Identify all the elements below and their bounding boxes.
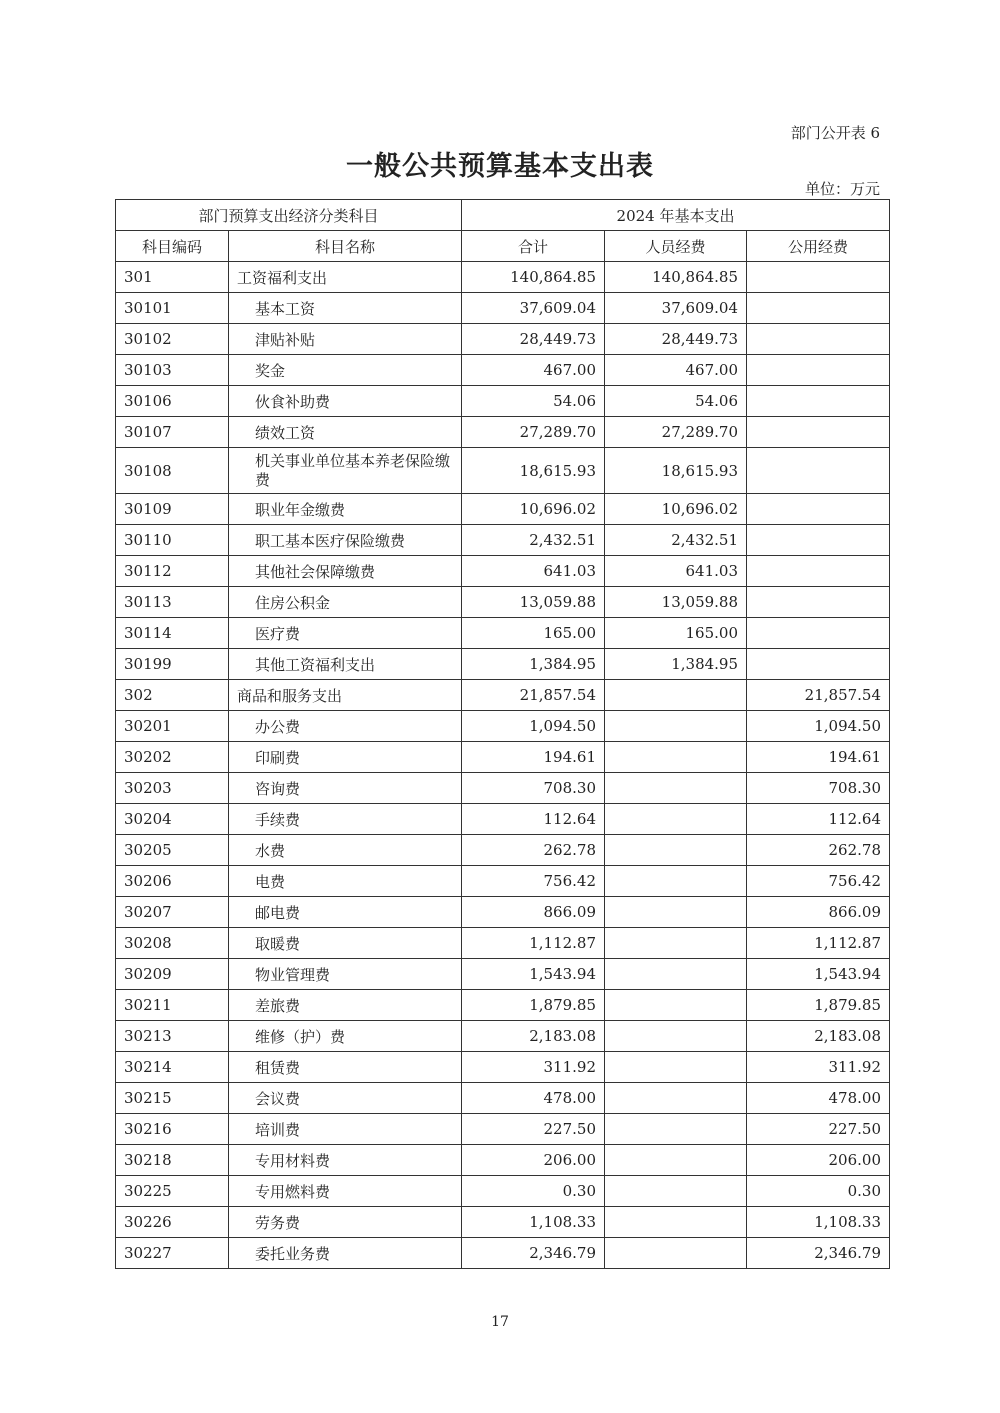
- cell-name: 专用燃料费: [229, 1176, 462, 1207]
- cell-personnel: [605, 680, 747, 711]
- cell-code: 30204: [116, 804, 229, 835]
- cell-personnel: [605, 804, 747, 835]
- cell-public: [747, 324, 890, 355]
- cell-total: 10,696.02: [462, 494, 605, 525]
- cell-name: 差旅费: [229, 990, 462, 1021]
- table-row: [116, 494, 890, 525]
- table-row: [116, 525, 890, 556]
- cell-personnel: [605, 1114, 747, 1145]
- cell-public: [747, 494, 890, 525]
- cell-code: 30213: [116, 1021, 229, 1052]
- table-body: [116, 200, 890, 1269]
- cell-personnel: [605, 928, 747, 959]
- table-row: [116, 897, 890, 928]
- page-number: 17: [491, 1314, 509, 1330]
- unit-label: 单位：万元: [804, 180, 880, 198]
- header-group-right: 2024 年基本支出: [462, 200, 890, 231]
- cell-personnel: [605, 866, 747, 897]
- cell-personnel: 641.03: [605, 556, 747, 587]
- cell-name: 绩效工资: [229, 417, 462, 448]
- cell-code: 30110: [116, 525, 229, 556]
- header-row-columns: [116, 231, 890, 262]
- cell-total: 1,108.33: [462, 1207, 605, 1238]
- table-row: [116, 417, 890, 448]
- cell-name: 物业管理费: [229, 959, 462, 990]
- table-row: [116, 324, 890, 355]
- cell-total: 165.00: [462, 618, 605, 649]
- cell-personnel: 1,384.95: [605, 649, 747, 680]
- table-row: [116, 1145, 890, 1176]
- cell-personnel: 467.00: [605, 355, 747, 386]
- cell-public: [747, 417, 890, 448]
- header-row-group: [116, 200, 890, 231]
- cell-public: 1,094.50: [747, 711, 890, 742]
- cell-name: 商品和服务支出: [229, 680, 462, 711]
- cell-total: 140,864.85: [462, 262, 605, 293]
- cell-name: 手续费: [229, 804, 462, 835]
- cell-total: 262.78: [462, 835, 605, 866]
- cell-name: 医疗费: [229, 618, 462, 649]
- header-group-left: 部门预算支出经济分类科目: [116, 200, 462, 231]
- cell-total: 708.30: [462, 773, 605, 804]
- cell-code: 30215: [116, 1083, 229, 1114]
- cell-code: 30209: [116, 959, 229, 990]
- cell-name: 取暖费: [229, 928, 462, 959]
- cell-public: 2,346.79: [747, 1238, 890, 1269]
- cell-public: 21,857.54: [747, 680, 890, 711]
- cell-personnel: [605, 959, 747, 990]
- cell-personnel: [605, 773, 747, 804]
- cell-personnel: [605, 711, 747, 742]
- cell-name: 培训费: [229, 1114, 462, 1145]
- table-row: [116, 835, 890, 866]
- table-row: [116, 1207, 890, 1238]
- cell-public: [747, 525, 890, 556]
- cell-total: 0.30: [462, 1176, 605, 1207]
- cell-public: [747, 355, 890, 386]
- cell-code: 30211: [116, 990, 229, 1021]
- cell-personnel: [605, 897, 747, 928]
- cell-public: [747, 293, 890, 324]
- cell-public: 112.64: [747, 804, 890, 835]
- table-row: [116, 680, 890, 711]
- table-row: [116, 990, 890, 1021]
- cell-public: 866.09: [747, 897, 890, 928]
- cell-code: 30216: [116, 1114, 229, 1145]
- cell-personnel: 37,609.04: [605, 293, 747, 324]
- cell-personnel: 165.00: [605, 618, 747, 649]
- cell-public: 1,543.94: [747, 959, 890, 990]
- cell-name: 基本工资: [229, 293, 462, 324]
- table-row: [116, 1176, 890, 1207]
- table-row: [116, 742, 890, 773]
- header-public: 公用经费: [747, 231, 890, 262]
- cell-name: 奖金: [229, 355, 462, 386]
- cell-total: 756.42: [462, 866, 605, 897]
- cell-public: [747, 448, 890, 494]
- cell-total: 866.09: [462, 897, 605, 928]
- cell-code: 30101: [116, 293, 229, 324]
- cell-total: 1,112.87: [462, 928, 605, 959]
- table-row: [116, 618, 890, 649]
- header-personnel: 人员经费: [605, 231, 747, 262]
- cell-total: 2,346.79: [462, 1238, 605, 1269]
- cell-personnel: 13,059.88: [605, 587, 747, 618]
- budget-table: [115, 199, 890, 1269]
- table-row: [116, 804, 890, 835]
- cell-total: 227.50: [462, 1114, 605, 1145]
- cell-name: 津贴补贴: [229, 324, 462, 355]
- cell-code: 30102: [116, 324, 229, 355]
- cell-code: 30208: [116, 928, 229, 959]
- cell-personnel: [605, 835, 747, 866]
- cell-total: 311.92: [462, 1052, 605, 1083]
- cell-personnel: [605, 742, 747, 773]
- cell-total: 54.06: [462, 386, 605, 417]
- header-name: 科目名称: [229, 231, 462, 262]
- cell-personnel: 2,432.51: [605, 525, 747, 556]
- cell-total: 37,609.04: [462, 293, 605, 324]
- cell-name: 邮电费: [229, 897, 462, 928]
- table-row: [116, 355, 890, 386]
- cell-public: 1,112.87: [747, 928, 890, 959]
- cell-personnel: [605, 1083, 747, 1114]
- cell-personnel: [605, 1207, 747, 1238]
- header-code: 科目编码: [116, 231, 229, 262]
- table-row: [116, 293, 890, 324]
- cell-name: 会议费: [229, 1083, 462, 1114]
- cell-name: 其他社会保障缴费: [229, 556, 462, 587]
- cell-code: 30227: [116, 1238, 229, 1269]
- cell-total: 28,449.73: [462, 324, 605, 355]
- cell-total: 2,183.08: [462, 1021, 605, 1052]
- cell-total: 1,384.95: [462, 649, 605, 680]
- cell-personnel: [605, 1238, 747, 1269]
- cell-personnel: 27,289.70: [605, 417, 747, 448]
- cell-name: 伙食补助费: [229, 386, 462, 417]
- cell-public: [747, 587, 890, 618]
- table-row: [116, 649, 890, 680]
- cell-code: 30114: [116, 618, 229, 649]
- cell-total: 478.00: [462, 1083, 605, 1114]
- cell-total: 1,543.94: [462, 959, 605, 990]
- cell-personnel: 54.06: [605, 386, 747, 417]
- cell-public: 1,108.33: [747, 1207, 890, 1238]
- cell-personnel: [605, 1145, 747, 1176]
- cell-public: 1,879.85: [747, 990, 890, 1021]
- table-row: [116, 556, 890, 587]
- cell-code: 30207: [116, 897, 229, 928]
- cell-public: 2,183.08: [747, 1021, 890, 1052]
- cell-code: 30225: [116, 1176, 229, 1207]
- cell-public: 262.78: [747, 835, 890, 866]
- cell-name: 其他工资福利支出: [229, 649, 462, 680]
- cell-personnel: [605, 990, 747, 1021]
- table-row: [116, 448, 890, 494]
- cell-public: 206.00: [747, 1145, 890, 1176]
- cell-public: 194.61: [747, 742, 890, 773]
- cell-code: 30112: [116, 556, 229, 587]
- table-row: [116, 1052, 890, 1083]
- cell-name: 租赁费: [229, 1052, 462, 1083]
- cell-total: 21,857.54: [462, 680, 605, 711]
- cell-name: 住房公积金: [229, 587, 462, 618]
- cell-code: 301: [116, 262, 229, 293]
- cell-total: 1,879.85: [462, 990, 605, 1021]
- cell-personnel: 18,615.93: [605, 448, 747, 494]
- cell-code: 30201: [116, 711, 229, 742]
- cell-name: 劳务费: [229, 1207, 462, 1238]
- cell-total: 1,094.50: [462, 711, 605, 742]
- cell-total: 206.00: [462, 1145, 605, 1176]
- cell-public: 0.30: [747, 1176, 890, 1207]
- cell-name: 印刷费: [229, 742, 462, 773]
- cell-total: 112.64: [462, 804, 605, 835]
- cell-code: 30214: [116, 1052, 229, 1083]
- cell-public: [747, 386, 890, 417]
- table-row: [116, 386, 890, 417]
- cell-personnel: [605, 1021, 747, 1052]
- header-total: 合计: [462, 231, 605, 262]
- cell-total: 18,615.93: [462, 448, 605, 494]
- cell-name: 电费: [229, 866, 462, 897]
- cell-public: [747, 262, 890, 293]
- table-row: [116, 959, 890, 990]
- cell-total: 27,289.70: [462, 417, 605, 448]
- cell-total: 467.00: [462, 355, 605, 386]
- cell-public: 478.00: [747, 1083, 890, 1114]
- cell-total: 2,432.51: [462, 525, 605, 556]
- cell-name: 维修（护）费: [229, 1021, 462, 1052]
- cell-name: 咨询费: [229, 773, 462, 804]
- table-row: [116, 1238, 890, 1269]
- cell-personnel: 28,449.73: [605, 324, 747, 355]
- cell-code: 30203: [116, 773, 229, 804]
- cell-personnel: [605, 1176, 747, 1207]
- cell-name: 职业年金缴费: [229, 494, 462, 525]
- cell-total: 194.61: [462, 742, 605, 773]
- cell-name: 水费: [229, 835, 462, 866]
- cell-public: [747, 649, 890, 680]
- cell-code: 30202: [116, 742, 229, 773]
- table-row: [116, 866, 890, 897]
- cell-code: 30113: [116, 587, 229, 618]
- cell-personnel: 140,864.85: [605, 262, 747, 293]
- cell-total: 641.03: [462, 556, 605, 587]
- table-row: [116, 262, 890, 293]
- cell-personnel: [605, 1052, 747, 1083]
- cell-code: 30107: [116, 417, 229, 448]
- cell-public: [747, 618, 890, 649]
- cell-name: 职工基本医疗保险缴费: [229, 525, 462, 556]
- cell-code: 30206: [116, 866, 229, 897]
- table-row: [116, 1114, 890, 1145]
- table-row: [116, 773, 890, 804]
- cell-name: 机关事业单位基本养老保险缴费: [229, 448, 462, 494]
- form-number: 部门公开表 6: [790, 124, 880, 142]
- cell-code: 30205: [116, 835, 229, 866]
- cell-name: 办公费: [229, 711, 462, 742]
- table-row: [116, 1083, 890, 1114]
- cell-public: [747, 556, 890, 587]
- table-row: [116, 928, 890, 959]
- cell-code: 30226: [116, 1207, 229, 1238]
- table-row: [116, 711, 890, 742]
- table-row: [116, 587, 890, 618]
- cell-code: 30108: [116, 448, 229, 494]
- cell-code: 30218: [116, 1145, 229, 1176]
- cell-public: 227.50: [747, 1114, 890, 1145]
- cell-public: 756.42: [747, 866, 890, 897]
- cell-name: 委托业务费: [229, 1238, 462, 1269]
- cell-code: 30109: [116, 494, 229, 525]
- cell-name: 专用材料费: [229, 1145, 462, 1176]
- cell-personnel: 10,696.02: [605, 494, 747, 525]
- cell-public: 708.30: [747, 773, 890, 804]
- cell-code: 30103: [116, 355, 229, 386]
- cell-name: 工资福利支出: [229, 262, 462, 293]
- cell-code: 302: [116, 680, 229, 711]
- table-row: [116, 1021, 890, 1052]
- cell-code: 30199: [116, 649, 229, 680]
- page-title: 一般公共预算基本支出表: [346, 151, 654, 182]
- cell-total: 13,059.88: [462, 587, 605, 618]
- cell-code: 30106: [116, 386, 229, 417]
- cell-public: 311.92: [747, 1052, 890, 1083]
